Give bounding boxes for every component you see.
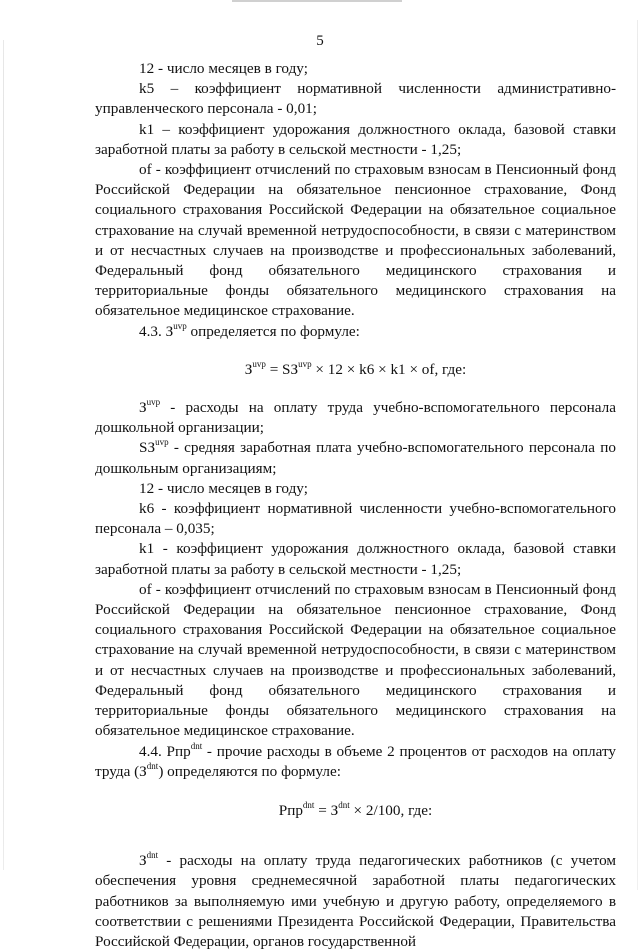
paragraph-of: of - коэффициент отчислений по страховым взносам в Пенсионный фонд Российской Федерации на обязательное пенсионное страхование, Фонд социального страхования Российской Федерации на обязательное социальное страхование на случай временной нетрудоспособности, в связи с материнством и от несчастных случаев на производстве и профессиональных заболеваний, Федеральный фонд обязательного медицинского страхования и территориальные фонды обязательного медицинского страхования на обязательное медицинское страхование. <box>95 161 616 320</box>
definition-z-uvp: $З^{uvp}$ - расходы на оплату труда учебно-вспомогательного персонала дошкольной организации; <box>95 397 616 437</box>
formula-rpr-dnt: $Рпр^{dnt} = З^{dnt} \times 2/100$, где: <box>278 799 433 819</box>
paragraph-months: 12 - число месяцев в году; <box>139 60 308 77</box>
definition-of: of - коэффициент отчислений по страховым взносам в Пенсионный фонд Российской Федерации на обязательное пенсионное страхование, Фонд социального страхования Российской Федерации на обязательное социальное страхование на случай временной нетрудоспособности, в связи с материнством и от несчастных случаев на производстве и профессиональных заболеваний, Федеральный фонд обязательного медицинского страхования и территориальные фонды обязательного медицинского страхования на обязательное медицинское страхование. <box>95 580 616 740</box>
formula-uvp: $З^{uvp} = SЗ^{uvp} \times 12 \times k6 \times k1$ × of, где: <box>244 358 467 378</box>
section-4-4-heading: 4.4. Рпр$^{dnt}$ - прочие расходы в объеме 2 процентов от расходов на оплату труда $(З^{dnt})$ определяются по формуле: <box>95 740 616 780</box>
paragraph-k5: k5 – коэффициент нормативной численности административно-управленческого персонала - 0,01; <box>95 80 616 118</box>
definition-sz-uvp: $SЗ^{uvp}$ - средняя заработная плата учебно-вспомогательного персонала по дошкольным организациям; <box>95 437 616 477</box>
scan-edge-right <box>637 20 638 890</box>
section-4-3-heading: 4.3. $З^{uvp}$ определяется по формуле: <box>139 320 360 340</box>
document-body <box>95 59 616 952</box>
definition-months: 12 - число месяцев в году; <box>139 479 308 497</box>
scan-artifact <box>232 0 402 2</box>
definition-k6: k6 - коэффициент нормативной численности учебно-вспомогательного персонала – 0,035; <box>95 500 616 538</box>
definition-z-dnt: $З^{dnt}$ - расходы на оплату труда педагогических работников (с учетом обеспечения уровня среднемесячной заработной платы педагогических работников за выполняемую ими учебную и другую работу, определяемого в соответствии с решениями Президента Российской Федерации, Правительства Российской Федерации, органов государственной <box>95 850 616 950</box>
paragraph-k1: k1 – коэффициент удорожания должностного оклада, базовой ставки заработной платы за работу в сельской местности - 1,25; <box>95 120 616 158</box>
page-number: 5 <box>316 33 324 49</box>
scan-edge-left <box>3 40 4 870</box>
definition-k1: k1 - коэффициент удорожания должностного оклада, базовой ставки заработной платы за работу в сельской местности - 1,25; <box>95 540 616 578</box>
